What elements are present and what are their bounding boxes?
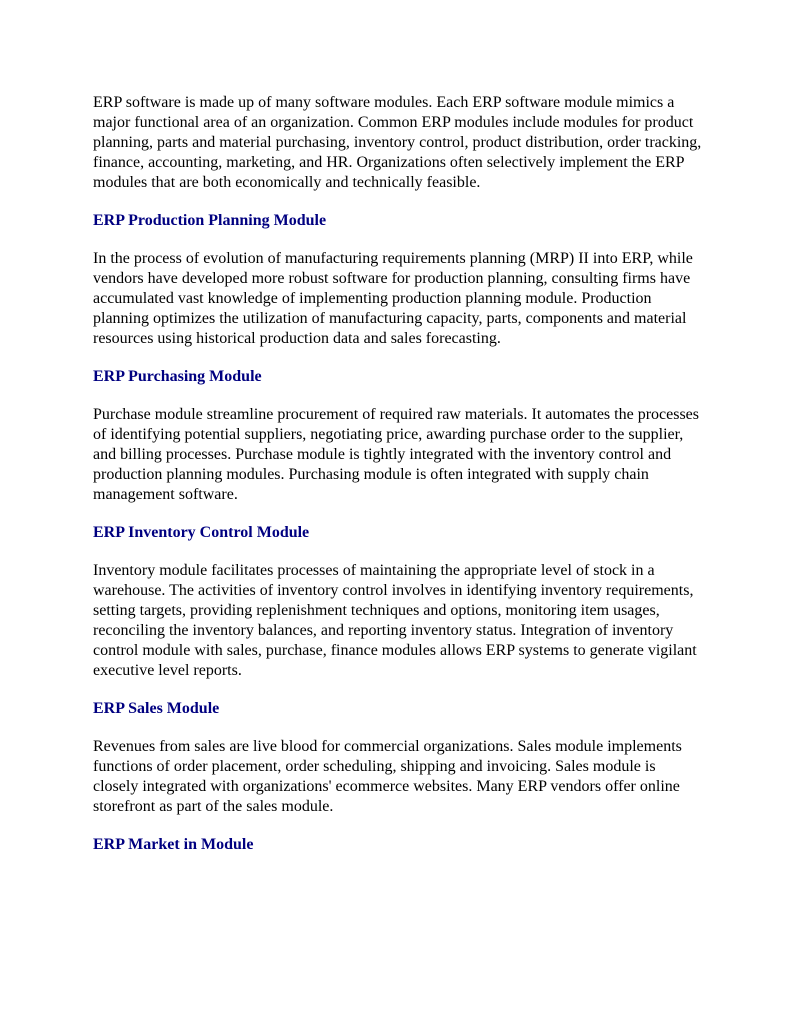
intro-paragraph: ERP software is made up of many software modules. Each ERP software module mimics a major functional area of an organization. Common ERP modules include modules for product planning, parts and material purchasing, inventory control, product distribution, order tracking, finance, accounting, marketing, and HR. Organizations often selectively implement the ERP modules that are both economically and technically feasible. bbox=[93, 94, 702, 191]
sales-paragraph: Revenues from sales are live blood for commercial organizations. Sales module implements functions of order placement, order scheduling, shipping and invoicing. Sales module is closely integrated with organizations' ecommerce websites. Many ERP vendors offer online storefront as part of the sales module. bbox=[93, 738, 682, 815]
market-in-heading: ERP Market in Module bbox=[93, 836, 254, 853]
purchasing-paragraph: Purchase module streamline procurement of required raw materials. It automates the processes of identifying potential suppliers, negotiating price, awarding purchase order to the supplier, and billing processes. Purchase module is tightly integrated with the inventory control and production planning modules. Purchasing module is often integrated with supply chain management software. bbox=[93, 406, 699, 503]
inventory-control-heading: ERP Inventory Control Module bbox=[93, 524, 310, 541]
production-planning-paragraph: In the process of evolution of manufacturing requirements planning (MRP) II into ERP, while vendors have developed more robust software for production planning, consulting firms have accumulated vast knowledge of implementing production planning module. Production planning optimizes the utilization of manufacturing capacity, parts, components and material resources using historical production data and sales forecasting. bbox=[93, 250, 693, 347]
inventory-control-paragraph: Inventory module facilitates processes of maintaining the appropriate level of stock in a warehouse. The activities of inventory control involves in identifying inventory requirements, setting targets, providing replenishment techniques and options, monitoring item usages, reconciling the inventory balances, and reporting inventory status. Integration of inventory control module with sales, purchase, finance modules allows ERP systems to generate vigilant executive level reports. bbox=[93, 562, 697, 679]
purchasing-heading: ERP Purchasing Module bbox=[93, 368, 262, 385]
sales-heading: ERP Sales Module bbox=[93, 700, 220, 717]
production-planning-heading: ERP Production Planning Module bbox=[93, 212, 327, 229]
document-page bbox=[93, 93, 703, 873]
